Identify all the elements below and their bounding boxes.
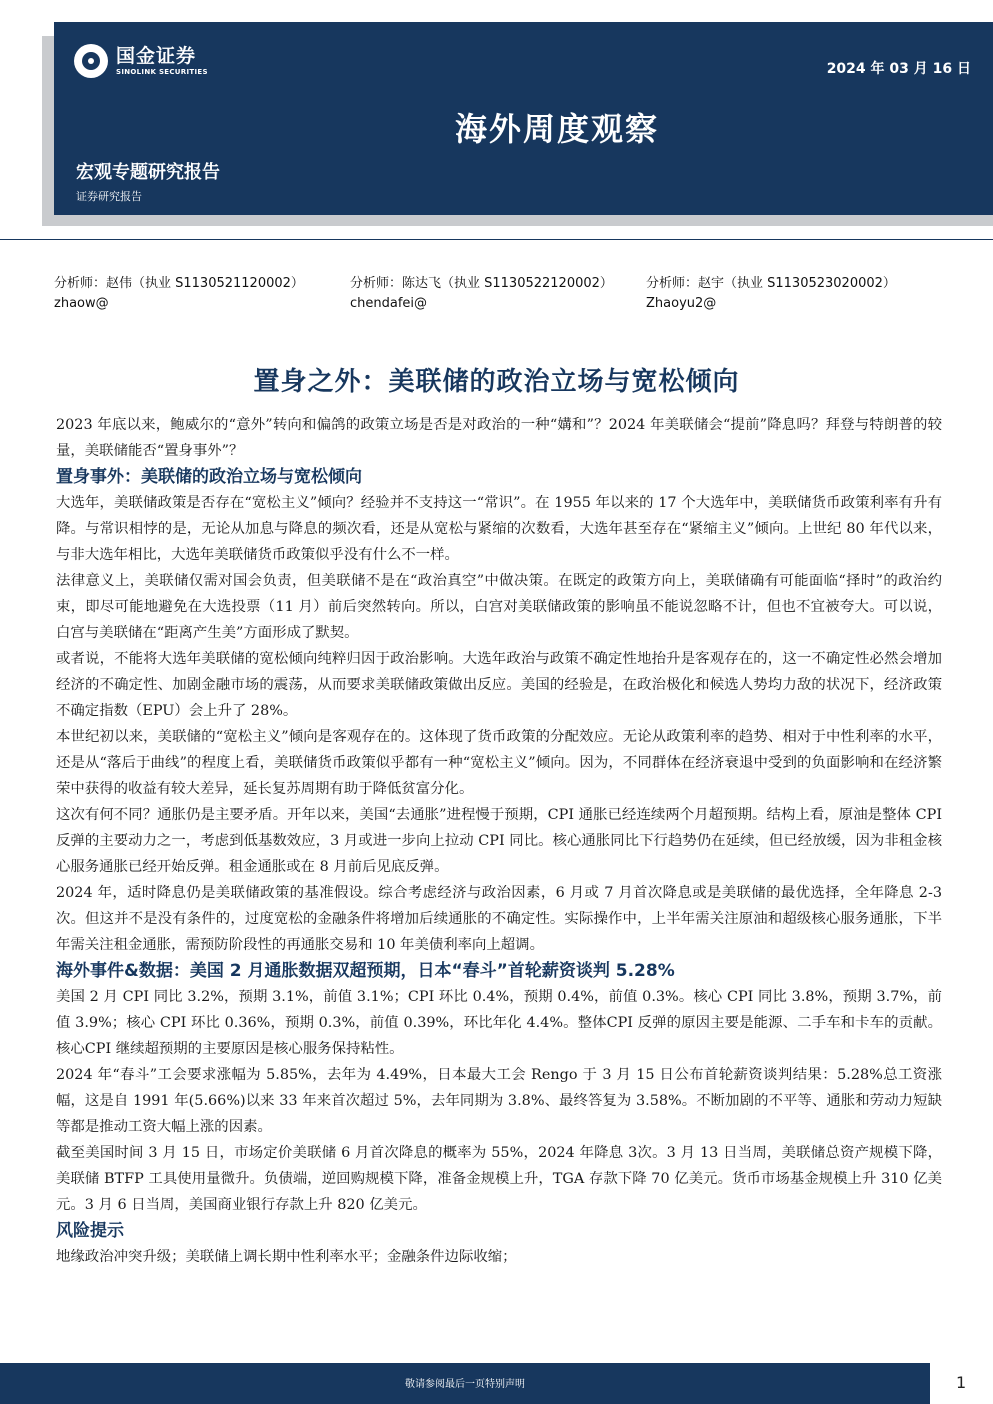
analyst-item [350,274,646,314]
analyst-name: 分析师：赵伟（执业 S1130521120002） [54,276,304,291]
section-heading: 海外事件&数据：美国 2 月通胀数据双超预期，日本“春斗”首轮薪资谈判 5.28% [56,961,675,981]
intro-paragraph: 2023 年底以来，鲍威尔的“意外”转向和偏鸽的政策立场是否是对政治的一种“媾和”？2024 年美联储会“提前”降息吗？拜登与特朗普的较量，美联储能否“置身事外”？ [56,417,942,459]
body-paragraph: 2024 年，适时降息仍是美联储政策的基准假设。综合考虑经济与政治因素，6 月或 7 月首次降息或是美联储的最优选择，全年降息 2-3 次。但这并不是没有条件的，过度宽松的金融条件将增加后续通胀的不确定性。实际操作中，上半年需关注原油和超级核心服务通胀，下半年需关注租金通胀，需预防阶段性的再通胀交易和 10 年美债利率向上超调。 [56,885,942,953]
report-date: 2024 年 03 月 16 日 [826,61,971,77]
logo-mark-icon [74,44,108,78]
footer-disclaimer: 敬请参阅最后一页特别声明 [405,1379,525,1390]
analyst-email: zhaow@ [54,296,109,311]
body-paragraph: 大选年，美联储政策是否存在“宽松主义”倾向？经验并不支持这一“常识”。在 1955 年以来的 17 个大选年中，美联储货币政策利率有升有降。与常识相悖的是，无论从加息与降息的频次看，还是从宽松与紧缩的次数看，大选年甚至存在“紧缩主义”倾向。上世纪 80 年代以来，与非大选年相比，大选年美联储货币政策似乎没有什么不一样。 [56,495,942,563]
logo-text [116,46,208,77]
logo-name-cn: 国金证券 [116,44,197,67]
analyst-name: 分析师：陈达飞（执业 S1130522120002） [350,276,613,291]
report-type: 宏观专题研究报告 [76,162,220,183]
report-title: 海外周度观察 [455,110,660,148]
body-paragraph: 2024 年“春斗”工会要求涨幅为 5.85%，去年为 4.49%，日本最大工会 Rengo 于 3 月 15 日公布首轮薪资谈判结果：5.28%总工资涨幅，这是自 1991 年(5.66%)以来 33 年来首次超过 5%，去年同期为 3.8%、最终答复为 3.58%。不断加剧的不平等、通胀和劳动力短缺等都是推动工资大幅上涨的因素。 [56,1067,942,1135]
body-paragraph: 截至美国时间 3 月 15 日，市场定价美联储 6 月首次降息的概率为 55%，2024 年降息 3次。3 月 13 日当周，美联储总资产规模下降，美联储 BTFP 工具使用量微升。负债端，逆回购规模下降，准备金规模上升，TGA 存款下降 70 亿美元。货币市场基金规模上升 310 亿美元。3 月 6 日当周，美国商业银行存款上升 820 亿美元。 [56,1145,942,1213]
body-paragraph: 或者说，不能将大选年美联储的宽松倾向纯粹归因于政治影响。大选年政治与政策不确定性地抬升是客观存在的，这一不确定性必然会增加经济的不确定性、加剧金融市场的震荡，从而要求美联储政策做出反应。美国的经验是，在政治极化和候选人势均力敌的状况下，经济政策不确定指数（EPU）会上升了 28%。 [56,651,942,719]
section-heading: 置身事外：美联储的政治立场与宽松倾向 [56,467,362,487]
header-divider [0,239,993,240]
body-paragraph: 美国 2 月 CPI 同比 3.2%，预期 3.1%，前值 3.1%；CPI 环比 0.4%，预期 0.4%，前值 0.3%。核心 CPI 同比 3.8%，预期 3.7%，前值 3.9%；核心 CPI 环比 0.36%，预期 0.3%，前值 0.39%，环比年化 4.4%。整体CPI 反弹的原因主要是能源、二手车和卡车的贡献。核心CPI 继续超预期的主要原因是核心服务保持粘性。 [56,989,942,1057]
main-title: 置身之外：美联储的政治立场与宽松倾向 [253,367,740,397]
page-number: 1 [956,1373,967,1392]
analyst-item [54,274,350,314]
section-heading: 风险提示 [56,1221,124,1241]
body-paragraph: 法律意义上，美联储仅需对国会负责，但美联储不是在“政治真空”中做决策。在既定的政策方向上，美联储确有可能面临“择时”的政治约束，即尽可能地避免在大选投票（11 月）前后突然转向。所以，白宫对美联储政策的影响虽不能说忽略不计，但也不宜被夸大。可以说，白宫与美联储在“距离产生美”方面形成了默契。 [56,573,942,641]
analyst-email: Zhaoyu2@ [646,296,717,311]
body-paragraph: 本世纪初以来，美联储的“宽松主义”倾向是客观存在的。这体现了货币政策的分配效应。无论从政策利率的趋势、相对于中性利率的水平，还是从“落后于曲线”的程度上看，美联储货币政策似乎都有一种“宽松主义”倾向。因为，不同群体在经济衰退中受到的负面影响和在经济繁荣中获得的收益有较大差异，延长复苏周期有助于降低贫富分化。 [56,729,942,797]
analyst-item [646,274,896,314]
analyst-email: chendafei@ [350,296,428,311]
report-body [56,412,942,1270]
report-subtype: 证券研究报告 [76,190,142,203]
analyst-name: 分析师：赵宇（执业 S1130523020002） [646,276,896,291]
body-paragraph: 地缘政治冲突升级；美联储上调长期中性利率水平；金融条件边际收缩； [56,1249,517,1265]
body-paragraph: 这次有何不同？通胀仍是主要矛盾。开年以来，美国“去通胀”进程慢于预期，CPI 通胀已经连续两个月超预期。结构上看，原油是整体 CPI 反弹的主要动力之一，考虑到低基数效应，3 月或进一步向上拉动 CPI 同比。核心通胀同比下行趋势仍在延续，但已经放缓，因为非租金核心服务通胀已经开始反弹。租金通胀或在 8 月前后见底反弹。 [56,807,942,875]
logo-name-en: SINOLINK SECURITIES [116,67,208,76]
analyst-list [54,274,954,314]
company-logo [74,44,208,78]
